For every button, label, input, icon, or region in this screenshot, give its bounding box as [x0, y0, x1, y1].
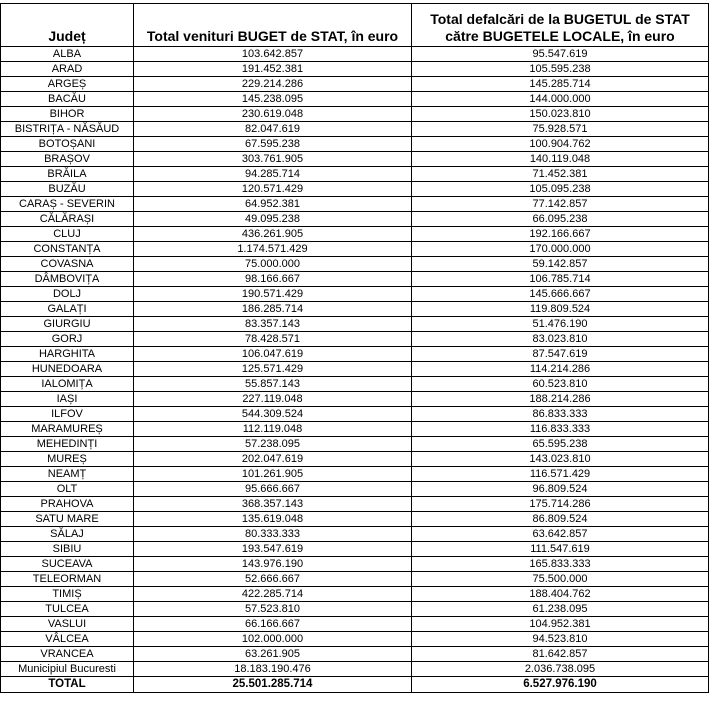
table-row — [1, 332, 709, 347]
county-cell: OLT — [1, 482, 134, 497]
table-row — [1, 47, 709, 62]
transfers-cell: 86.833.333 — [412, 407, 709, 422]
county-cell: TIMIȘ — [1, 587, 134, 602]
transfers-cell: 87.547.619 — [412, 347, 709, 362]
transfers-cell: 83.023.810 — [412, 332, 709, 347]
transfers-cell: 105.595.238 — [412, 62, 709, 77]
revenue-cell: 227.119.048 — [134, 392, 412, 407]
revenue-cell: 18.183.190.476 — [134, 662, 412, 677]
table-row — [1, 62, 709, 77]
table-row — [1, 362, 709, 377]
county-cell: BISTRIȚA - NĂSĂUD — [1, 122, 134, 137]
table-row — [1, 662, 709, 677]
header-state-revenue: Total venituri BUGET de STAT, în euro — [134, 4, 412, 47]
table-row — [1, 152, 709, 167]
revenue-cell: 112.119.048 — [134, 422, 412, 437]
revenue-cell: 303.761.905 — [134, 152, 412, 167]
county-cell: COVASNA — [1, 257, 134, 272]
county-cell: ILFOV — [1, 407, 134, 422]
county-cell: VÂLCEA — [1, 632, 134, 647]
transfers-cell: 116.571.429 — [412, 467, 709, 482]
transfers-cell: 106.785.714 — [412, 272, 709, 287]
county-cell: SIBIU — [1, 542, 134, 557]
table-row — [1, 122, 709, 137]
revenue-cell: 368.357.143 — [134, 497, 412, 512]
table-row — [1, 77, 709, 92]
revenue-cell: 66.166.667 — [134, 617, 412, 632]
total-revenue: 25.501.285.714 — [134, 677, 412, 693]
transfers-cell: 81.642.857 — [412, 647, 709, 662]
county-cell: VRANCEA — [1, 647, 134, 662]
revenue-cell: 57.523.810 — [134, 602, 412, 617]
county-cell: DÂMBOVIȚA — [1, 272, 134, 287]
county-cell: ARGEȘ — [1, 77, 134, 92]
revenue-cell: 125.571.429 — [134, 362, 412, 377]
total-row — [1, 677, 709, 693]
revenue-cell: 193.547.619 — [134, 542, 412, 557]
revenue-cell: 75.000.000 — [134, 257, 412, 272]
transfers-cell: 145.285.714 — [412, 77, 709, 92]
county-cell: BIHOR — [1, 107, 134, 122]
transfers-cell: 100.904.762 — [412, 137, 709, 152]
revenue-cell: 57.238.095 — [134, 437, 412, 452]
transfers-cell: 192.166.667 — [412, 227, 709, 242]
table-row — [1, 497, 709, 512]
transfers-cell: 66.095.238 — [412, 212, 709, 227]
revenue-cell: 190.571.429 — [134, 287, 412, 302]
transfers-cell: 2.036.738.095 — [412, 662, 709, 677]
county-cell: ARAD — [1, 62, 134, 77]
revenue-cell: 63.261.905 — [134, 647, 412, 662]
table-row — [1, 542, 709, 557]
transfers-cell: 71.452.381 — [412, 167, 709, 182]
table-row — [1, 512, 709, 527]
transfers-cell: 61.238.095 — [412, 602, 709, 617]
table-row — [1, 617, 709, 632]
county-cell: TULCEA — [1, 602, 134, 617]
table-row — [1, 302, 709, 317]
table-row — [1, 347, 709, 362]
revenue-cell: 544.309.524 — [134, 407, 412, 422]
county-cell: IAȘI — [1, 392, 134, 407]
county-cell: SATU MARE — [1, 512, 134, 527]
transfers-cell: 145.666.667 — [412, 287, 709, 302]
transfers-cell: 95.547.619 — [412, 47, 709, 62]
transfers-cell: 116.833.333 — [412, 422, 709, 437]
county-cell: HUNEDOARA — [1, 362, 134, 377]
revenue-cell: 55.857.143 — [134, 377, 412, 392]
table-row — [1, 647, 709, 662]
table-row — [1, 602, 709, 617]
revenue-cell: 98.166.667 — [134, 272, 412, 287]
revenue-cell: 95.666.667 — [134, 482, 412, 497]
transfers-cell: 143.023.810 — [412, 452, 709, 467]
county-cell: CĂLĂRAȘI — [1, 212, 134, 227]
revenue-cell: 94.285.714 — [134, 167, 412, 182]
county-cell: MUREȘ — [1, 452, 134, 467]
table-body — [1, 47, 709, 677]
table-row — [1, 137, 709, 152]
revenue-cell: 102.000.000 — [134, 632, 412, 647]
revenue-cell: 82.047.619 — [134, 122, 412, 137]
transfers-cell: 77.142.857 — [412, 197, 709, 212]
total-label: TOTAL — [1, 677, 134, 693]
revenue-cell: 191.452.381 — [134, 62, 412, 77]
table-row — [1, 242, 709, 257]
transfers-cell: 111.547.619 — [412, 542, 709, 557]
revenue-cell: 49.095.238 — [134, 212, 412, 227]
revenue-cell: 78.428.571 — [134, 332, 412, 347]
revenue-cell: 103.642.857 — [134, 47, 412, 62]
transfers-cell: 51.476.190 — [412, 317, 709, 332]
county-cell: BRAȘOV — [1, 152, 134, 167]
table-row — [1, 572, 709, 587]
county-cell: ALBA — [1, 47, 134, 62]
county-cell: IALOMIȚA — [1, 377, 134, 392]
transfers-cell: 59.142.857 — [412, 257, 709, 272]
transfers-cell: 188.404.762 — [412, 587, 709, 602]
transfers-cell: 175.714.286 — [412, 497, 709, 512]
transfers-cell: 170.000.000 — [412, 242, 709, 257]
transfers-cell: 105.095.238 — [412, 182, 709, 197]
county-cell: CLUJ — [1, 227, 134, 242]
budget-table — [0, 3, 709, 693]
county-cell: SĂLAJ — [1, 527, 134, 542]
transfers-cell: 188.214.286 — [412, 392, 709, 407]
revenue-cell: 52.666.667 — [134, 572, 412, 587]
revenue-cell: 230.619.048 — [134, 107, 412, 122]
header-transfers: Total defalcări de la BUGETUL de STAT către BUGETELE LOCALE, în euro — [412, 4, 709, 47]
table-row — [1, 227, 709, 242]
county-cell: DOLJ — [1, 287, 134, 302]
transfers-cell: 140.119.048 — [412, 152, 709, 167]
table-row — [1, 167, 709, 182]
transfers-cell: 119.809.524 — [412, 302, 709, 317]
county-cell: NEAMȚ — [1, 467, 134, 482]
transfers-cell: 94.523.810 — [412, 632, 709, 647]
revenue-cell: 120.571.429 — [134, 182, 412, 197]
revenue-cell: 143.976.190 — [134, 557, 412, 572]
transfers-cell: 75.928.571 — [412, 122, 709, 137]
table-row — [1, 437, 709, 452]
transfers-cell: 60.523.810 — [412, 377, 709, 392]
revenue-cell: 135.619.048 — [134, 512, 412, 527]
table-row — [1, 632, 709, 647]
revenue-cell: 83.357.143 — [134, 317, 412, 332]
table-row — [1, 392, 709, 407]
county-cell: PRAHOVA — [1, 497, 134, 512]
county-cell: BRĂILA — [1, 167, 134, 182]
revenue-cell: 67.595.238 — [134, 137, 412, 152]
table-row — [1, 257, 709, 272]
county-cell: CONSTANȚA — [1, 242, 134, 257]
county-cell: HARGHITA — [1, 347, 134, 362]
header-row — [1, 4, 709, 47]
table-row — [1, 182, 709, 197]
transfers-cell: 104.952.381 — [412, 617, 709, 632]
county-cell: VASLUI — [1, 617, 134, 632]
county-cell: TELEORMAN — [1, 572, 134, 587]
transfers-cell: 165.833.333 — [412, 557, 709, 572]
transfers-cell: 75.500.000 — [412, 572, 709, 587]
county-cell: MEHEDINȚI — [1, 437, 134, 452]
transfers-cell: 86.809.524 — [412, 512, 709, 527]
county-cell: Municipiul Bucuresti — [1, 662, 134, 677]
total-transfers: 6.527.976.190 — [412, 677, 709, 693]
county-cell: BACĂU — [1, 92, 134, 107]
table-row — [1, 212, 709, 227]
table-row — [1, 527, 709, 542]
county-cell: GALAȚI — [1, 302, 134, 317]
transfers-cell: 150.023.810 — [412, 107, 709, 122]
table-row — [1, 377, 709, 392]
county-cell: GORJ — [1, 332, 134, 347]
county-cell: BUZĂU — [1, 182, 134, 197]
revenue-cell: 186.285.714 — [134, 302, 412, 317]
county-cell: BOTOȘANI — [1, 137, 134, 152]
table-row — [1, 422, 709, 437]
county-cell: CARAȘ - SEVERIN — [1, 197, 134, 212]
table-row — [1, 467, 709, 482]
transfers-cell: 65.595.238 — [412, 437, 709, 452]
table-row — [1, 272, 709, 287]
table-row — [1, 317, 709, 332]
table-row — [1, 197, 709, 212]
header-county: Județ — [1, 4, 134, 47]
revenue-cell: 64.952.381 — [134, 197, 412, 212]
county-cell: SUCEAVA — [1, 557, 134, 572]
table-row — [1, 407, 709, 422]
revenue-cell: 101.261.905 — [134, 467, 412, 482]
revenue-cell: 422.285.714 — [134, 587, 412, 602]
county-cell: GIURGIU — [1, 317, 134, 332]
table-row — [1, 287, 709, 302]
transfers-cell: 63.642.857 — [412, 527, 709, 542]
transfers-cell: 96.809.524 — [412, 482, 709, 497]
table-row — [1, 452, 709, 467]
transfers-cell: 114.214.286 — [412, 362, 709, 377]
table-row — [1, 587, 709, 602]
table-row — [1, 557, 709, 572]
revenue-cell: 229.214.286 — [134, 77, 412, 92]
county-cell: MARAMUREȘ — [1, 422, 134, 437]
revenue-cell: 1.174.571.429 — [134, 242, 412, 257]
table-row — [1, 107, 709, 122]
table-row — [1, 92, 709, 107]
revenue-cell: 80.333.333 — [134, 527, 412, 542]
revenue-cell: 106.047.619 — [134, 347, 412, 362]
transfers-cell: 144.000.000 — [412, 92, 709, 107]
table-row — [1, 482, 709, 497]
revenue-cell: 145.238.095 — [134, 92, 412, 107]
revenue-cell: 202.047.619 — [134, 452, 412, 467]
revenue-cell: 436.261.905 — [134, 227, 412, 242]
